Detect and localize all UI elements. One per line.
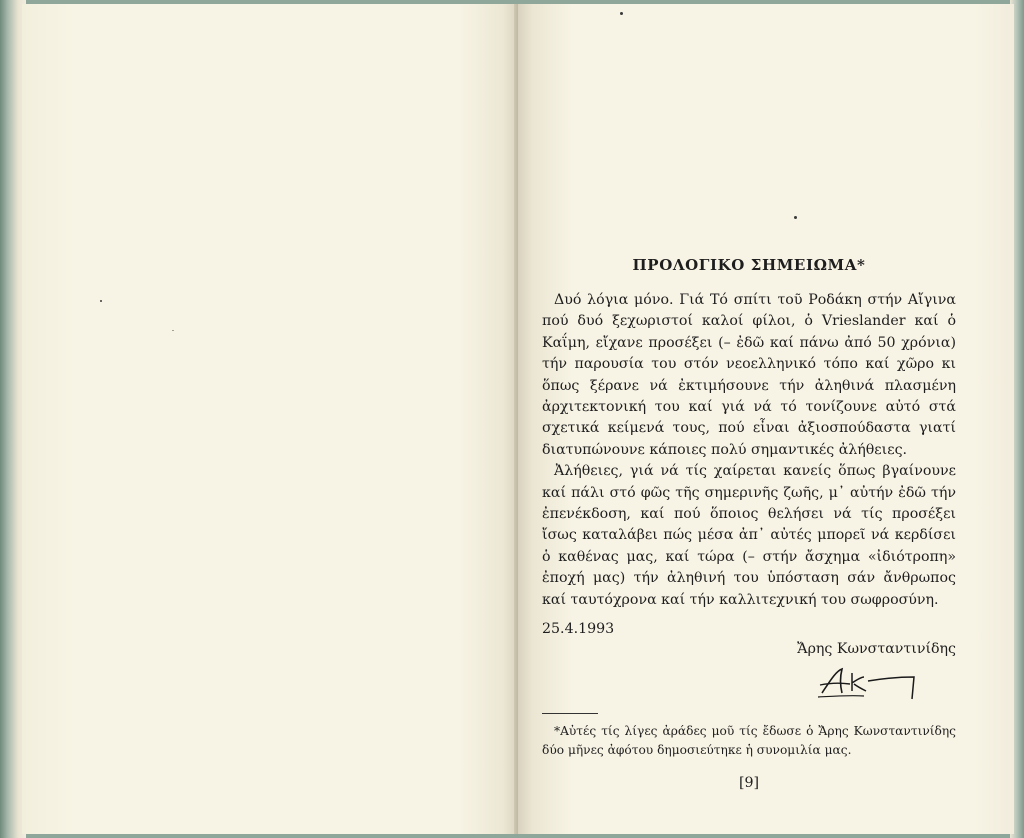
left-page [22, 4, 518, 834]
paragraph-2: Ἀλήθειες, γιά νά τίς χαίρεται κανείς ὅπως βγαίνουνε καί πάλι στό φῶς τῆς σημερινῆς ζωῆς, μ᾿ αὐτήν ἐδῶ τήν ἐπενέκδοση, καί πού ὅποιος θελήσει νά τίς προσέξει ἴσως καταλάβει πώς μέσα ἀπ᾿ αὐτές μπορεῖ νά κερδίσει ὁ καθένας μας, καί τώρα (– στήν ἄσχημα «ἰδιότροπη» ἐποχή μας) τήν ἀληθινή του ὑπόσταση σάν ἄνθρωπος καί ταυτόχρονα καί τήν καλλιτεχνική του σωφροσύνη. [542, 463, 956, 608]
page-title: ΠΡΟΛΟΓΙΚΟ ΣΗΜΕΙΩΜΑ* [632, 256, 866, 274]
footnote: *Αὐτές τίς λίγες ἀράδες μοῦ τίς ἔδωσε ὁ Ἄρης Κωνσταντινίδης δύο μῆνες ἀφότου δημοσιεύτηκε ἡ συνομιλία μας. [542, 724, 956, 757]
paper-speck [172, 330, 174, 331]
right-page [518, 4, 1014, 834]
author-name: Ἄρης Κωνσταντινίδης [797, 641, 956, 658]
footnote-rule [542, 713, 598, 714]
paper-speck [100, 300, 102, 302]
preface-content [542, 256, 956, 791]
paper-speck [620, 12, 623, 15]
handwritten-signature-icon [816, 663, 926, 703]
page-number: [9] [738, 775, 760, 792]
signature [542, 663, 956, 707]
date: 25.4.1993 [542, 621, 615, 638]
paper-speck [794, 216, 797, 219]
paragraph-1: Δυό λόγια μόνο. Γιά Τό σπίτι τοῦ Ροδάκη στήν Αἴγινα πού δυό ξεχωριστοί καλοί φίλοι, ὁ Vrieslander καί ὁ Καΐμη, εἴχανε προσέξει (– ἐδῶ καί πάνω ἀπό 50 χρόνια) τήν παρουσία του στόν νεοελληνικό τόπο καί χῶρο κι ὅπως ξέρανε νά ἐκτιμήσουνε τήν ἀληθινά πλασμένη ἀρχιτεκτονική του καί γιά νά τό τονίζουνε αὐτό στά σχετικά κείμενά τους, πού εἶναι ἀξιοσπούδαστα γιατί διατυπώνουνε κάποιες πολύ σημαντικές ἀλήθειες. [542, 292, 956, 458]
